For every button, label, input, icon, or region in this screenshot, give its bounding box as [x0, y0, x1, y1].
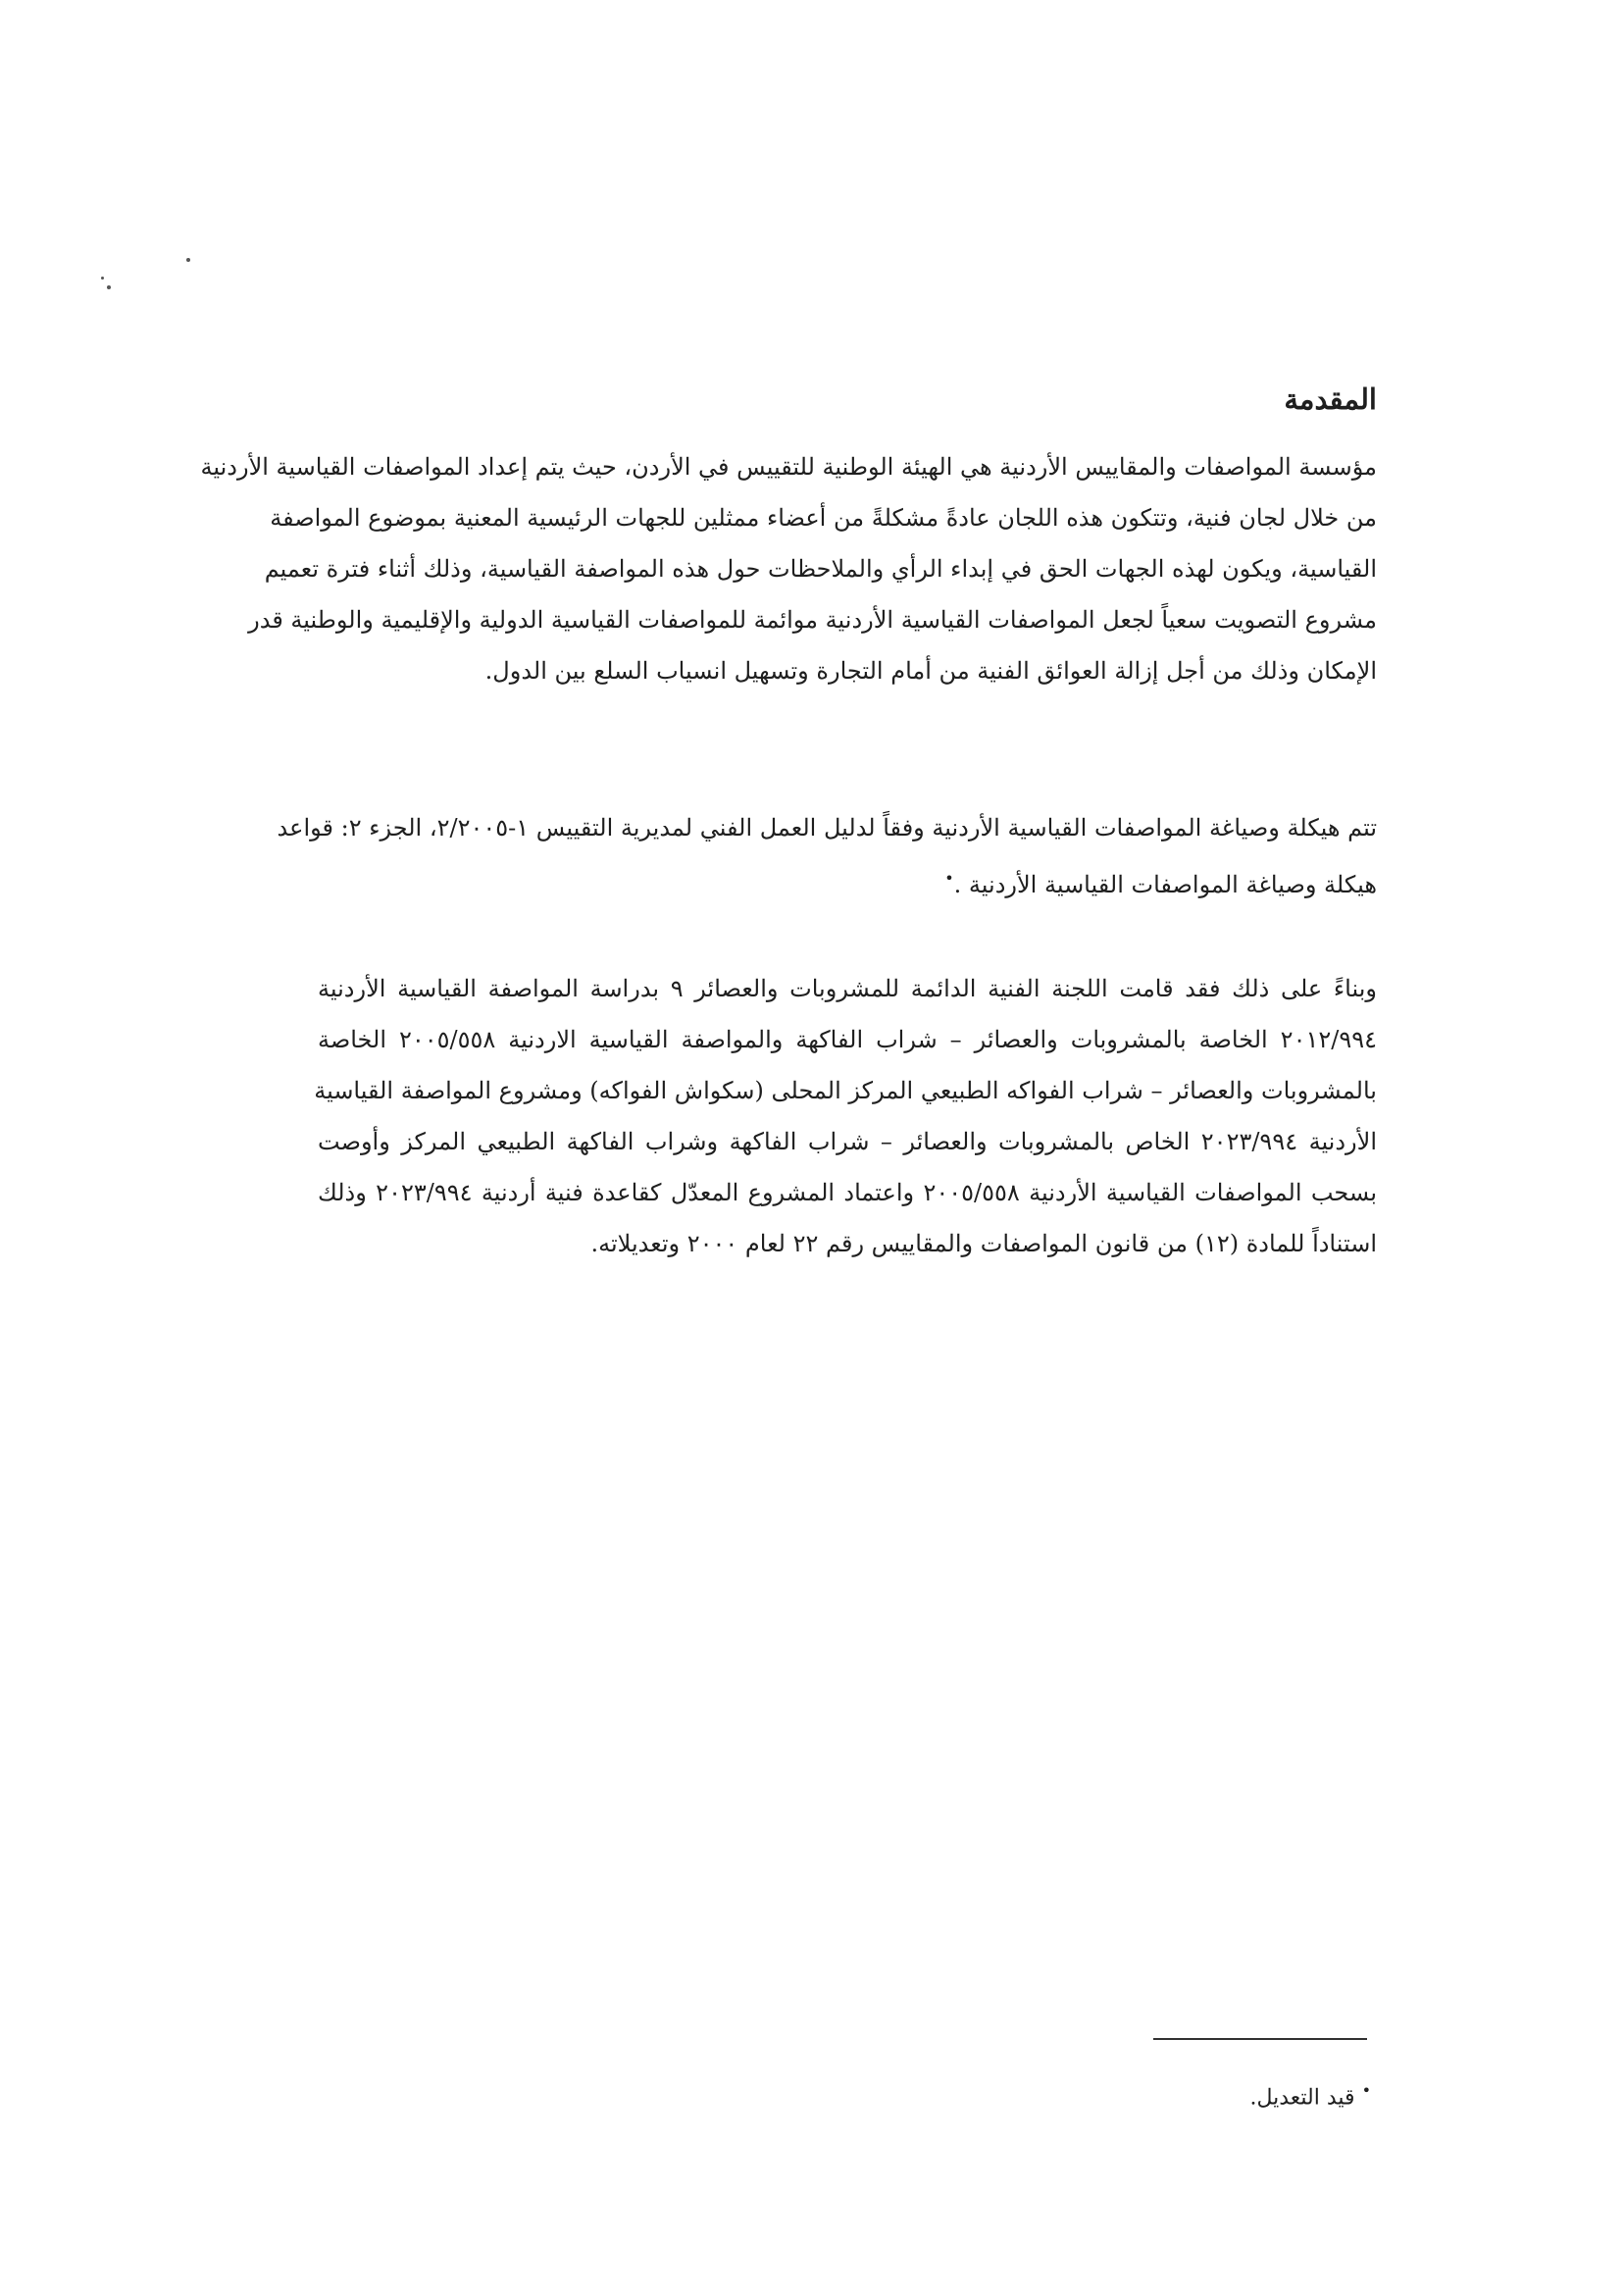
paragraph-line: استناداً للمادة (١٢) من قانون المواصفات والمقاييس رقم ٢٢ لعام ٢٠٠٠ وتعديلاته.	[590, 1230, 1377, 1257]
committee-paragraph	[314, 963, 1378, 1269]
footnote	[1077, 2071, 1371, 2117]
paragraph-line: الأردنية ٢٠٢٣/٩٩٤ الخاص بالمشروبات والعصائر – شراب الفاكهة وشراب الفاكهة الطبيعي المركز وأوصت	[318, 1128, 1377, 1155]
footnote-reference: •	[944, 869, 954, 888]
scan-speck	[101, 277, 104, 280]
footnote-text: قيد التعديل.	[1249, 2085, 1355, 2111]
paragraph-line: تتم هيكلة وصياغة المواصفات القياسية الأردنية وفقاً لدليل العمل الفني لمديرية التقييس ١-٢/٢٠٠٥، الجزء ٢: قواعد	[277, 814, 1377, 841]
footnote-separator	[1153, 2038, 1367, 2040]
paragraph-line: بسحب المواصفات القياسية الأردنية ٢٠٠٥/٥٥٨ واعتماد المشروع المعدّل كقاعدة فنية أردنية ٢٠٢٣/٩٩٤ وذلك	[318, 1179, 1378, 1206]
scan-speck	[186, 258, 190, 262]
structure-paragraph	[277, 802, 1377, 904]
paragraph-line-text: هيكلة وصياغة المواصفات القياسية الأردنية .	[953, 871, 1377, 898]
paragraph-line: مؤسسة المواصفات والمقاييس الأردنية هي الهيئة الوطنية للتقييس في الأردن، حيث يتم إعداد المواصفات القياسية الأردنية	[200, 453, 1377, 481]
paragraph-line: وبناءً على ذلك فقد قامت اللجنة الفنية الدائمة للمشروبات والعصائر ٩ بدراسة المواصفة القياسية الأردنية	[318, 975, 1378, 1002]
section-heading: المقدمة	[1284, 382, 1377, 416]
footnote-marker: •	[1361, 2081, 1371, 2100]
paragraph-line	[318, 853, 1377, 904]
paragraph-line: ٢٠١٢/٩٩٤ الخاصة بالمشروبات والعصائر – شراب الفاكهة والمواصفة القياسية الاردنية ٢٠٠٥/٥٥٨ الخاصة	[318, 1026, 1377, 1053]
paragraph-line: مشروع التصويت سعياً لجعل المواصفات القياسية الأردنية موائمة للمواصفات القياسية الدولية والإقليمية والوطنية قدر	[248, 606, 1377, 634]
paragraph-line: القياسية، ويكون لهذه الجهات الحق في إبداء الرأي والملاحظات حول هذه المواصفة القياسية، وذلك أثناء فترة تعميم	[264, 555, 1377, 583]
paragraph-line: بالمشروبات والعصائر – شراب الفواكه الطبيعي المركز المحلى (سكواش الفواكه) ومشروع المواصفة القياسية	[314, 1077, 1377, 1104]
scan-speck	[107, 285, 111, 289]
paragraph-line: الإمكان وذلك من أجل إزالة العوائق الفنية من أمام التجارة وتسهيل انسياب السلع بين الدول.	[484, 657, 1377, 685]
intro-paragraph	[200, 441, 1377, 696]
paragraph-line: من خلال لجان فنية، وتتكون هذه اللجان عادةً مشكلةً من أعضاء ممثلين للجهات الرئيسية المعنية بموضوع المواصفة	[270, 504, 1377, 532]
